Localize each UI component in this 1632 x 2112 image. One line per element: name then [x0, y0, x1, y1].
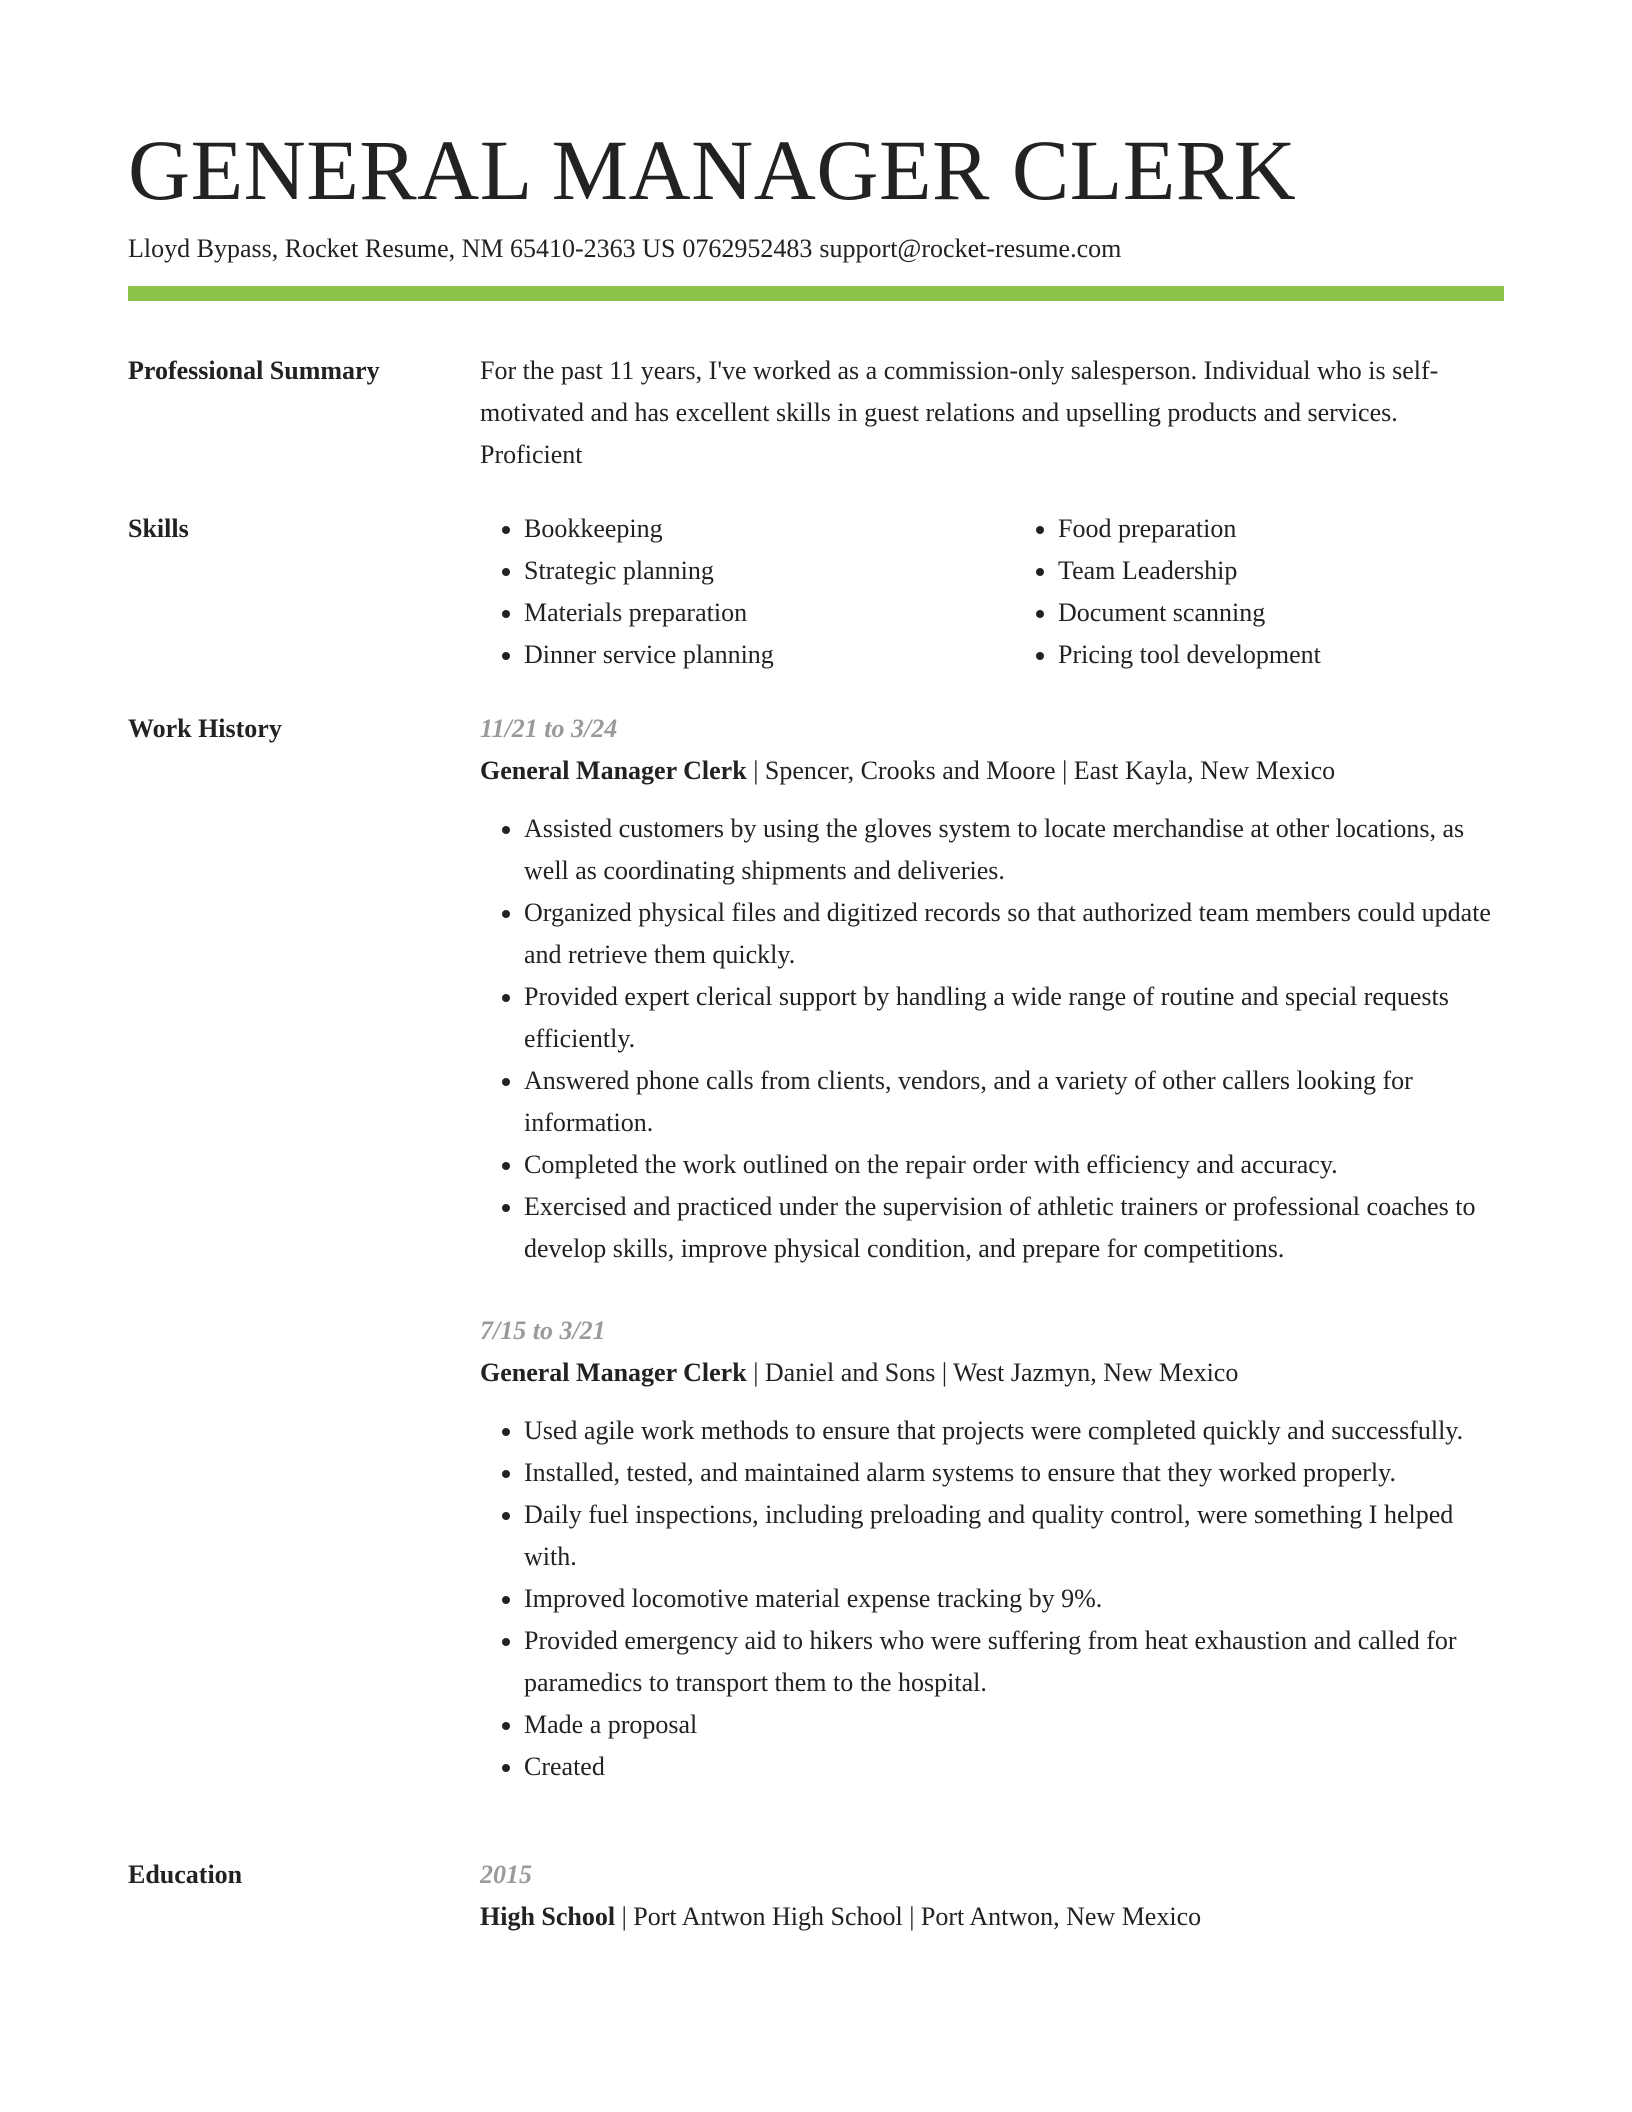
section-label-summary: Professional Summary	[128, 356, 380, 385]
job-bullet: • Made a proposal	[524, 1704, 1504, 1746]
job-bullets	[480, 1410, 1504, 1788]
skills-list-right	[1014, 508, 1504, 676]
job-bullet: • Organized physical files and digitized records so that authorized team members could update and retrieve them quickly.	[524, 892, 1504, 976]
section-label-skills: Skills	[128, 514, 189, 543]
job-bullet: • Exercised and practiced under the supervision of athletic trainers or professional coaches to develop skills, improve physical condition, and prepare for competitions.	[524, 1186, 1504, 1270]
job-title-line	[480, 750, 1504, 792]
contact-email: support@rocket-resume.com	[819, 234, 1122, 263]
job-title: General Manager Clerk	[480, 756, 747, 785]
education-title-line	[480, 1896, 1504, 1938]
job-employer-location: | Spencer, Crooks and Moore | East Kayla, New Mexico	[746, 756, 1336, 785]
job-employer-location: | Daniel and Sons | West Jazmyn, New Mexico	[746, 1358, 1239, 1387]
education-entry	[480, 1854, 1504, 1938]
job-bullet: • Completed the work outlined on the repair order with efficiency and accuracy.	[524, 1144, 1504, 1186]
job-bullet: • Daily fuel inspections, including preloading and quality control, were something I helped with.	[524, 1494, 1504, 1578]
candidate-name: GENERAL MANAGER CLERK	[128, 122, 1297, 218]
job-title: General Manager Clerk	[480, 1358, 747, 1387]
skill-item: • Strategic planning	[524, 550, 970, 592]
job-dates: 11/21 to 3/24	[480, 714, 618, 743]
education-school-location: | Port Antwon High School | Port Antwon, New Mexico	[615, 1902, 1202, 1931]
job-bullet: • Used agile work methods to ensure that projects were completed quickly and successfully.	[524, 1410, 1504, 1452]
job-bullet: • Answered phone calls from clients, vendors, and a variety of other callers looking for information.	[524, 1060, 1504, 1144]
job-entry	[480, 708, 1504, 1270]
section-label-work-history: Work History	[128, 714, 282, 743]
summary-text: For the past 11 years, I've worked as a commission-only salesperson. Individual who is self-motivated and has excellent skills in guest relations and upselling products and services. Proficient	[480, 356, 1439, 469]
job-dates: 7/15 to 3/21	[480, 1316, 606, 1345]
job-bullet: • Improved locomotive material expense tracking by 9%.	[524, 1578, 1504, 1620]
resume-header	[128, 118, 1504, 266]
section-label-education: Education	[128, 1860, 243, 1889]
job-bullets	[480, 808, 1504, 1270]
work-history-entries	[480, 708, 1504, 1788]
accent-divider	[128, 286, 1504, 301]
skill-item: • Dinner service planning	[524, 634, 970, 676]
skill-item: • Team Leadership	[1058, 550, 1504, 592]
job-bullet: • Provided emergency aid to hikers who were suffering from heat exhaustion and called for paramedics to transport them to the hospital.	[524, 1620, 1504, 1704]
contact-address: Lloyd Bypass, Rocket Resume, NM 65410-2363 US	[128, 234, 676, 263]
skill-item: • Bookkeeping	[524, 508, 970, 550]
contact-line	[128, 232, 1504, 266]
skills-columns	[480, 508, 1504, 676]
job-title-line	[480, 1352, 1504, 1394]
skill-item: • Food preparation	[1058, 508, 1504, 550]
job-bullet: • Assisted customers by using the gloves system to locate merchandise at other locations, as well as coordinating shipments and deliveries.	[524, 808, 1504, 892]
skill-item: • Pricing tool development	[1058, 634, 1504, 676]
education-year: 2015	[480, 1860, 532, 1889]
skill-item: • Document scanning	[1058, 592, 1504, 634]
job-entry	[480, 1310, 1504, 1788]
contact-phone: 0762952483	[682, 234, 813, 263]
education-degree: High School	[480, 1902, 616, 1931]
skill-item: • Materials preparation	[524, 592, 970, 634]
skills-list-left	[480, 508, 970, 676]
job-bullet: • Provided expert clerical support by handling a wide range of routine and special requests efficiently.	[524, 976, 1504, 1060]
job-bullet: • Created	[524, 1746, 1504, 1788]
job-bullet: • Installed, tested, and maintained alarm systems to ensure that they worked properly.	[524, 1452, 1504, 1494]
